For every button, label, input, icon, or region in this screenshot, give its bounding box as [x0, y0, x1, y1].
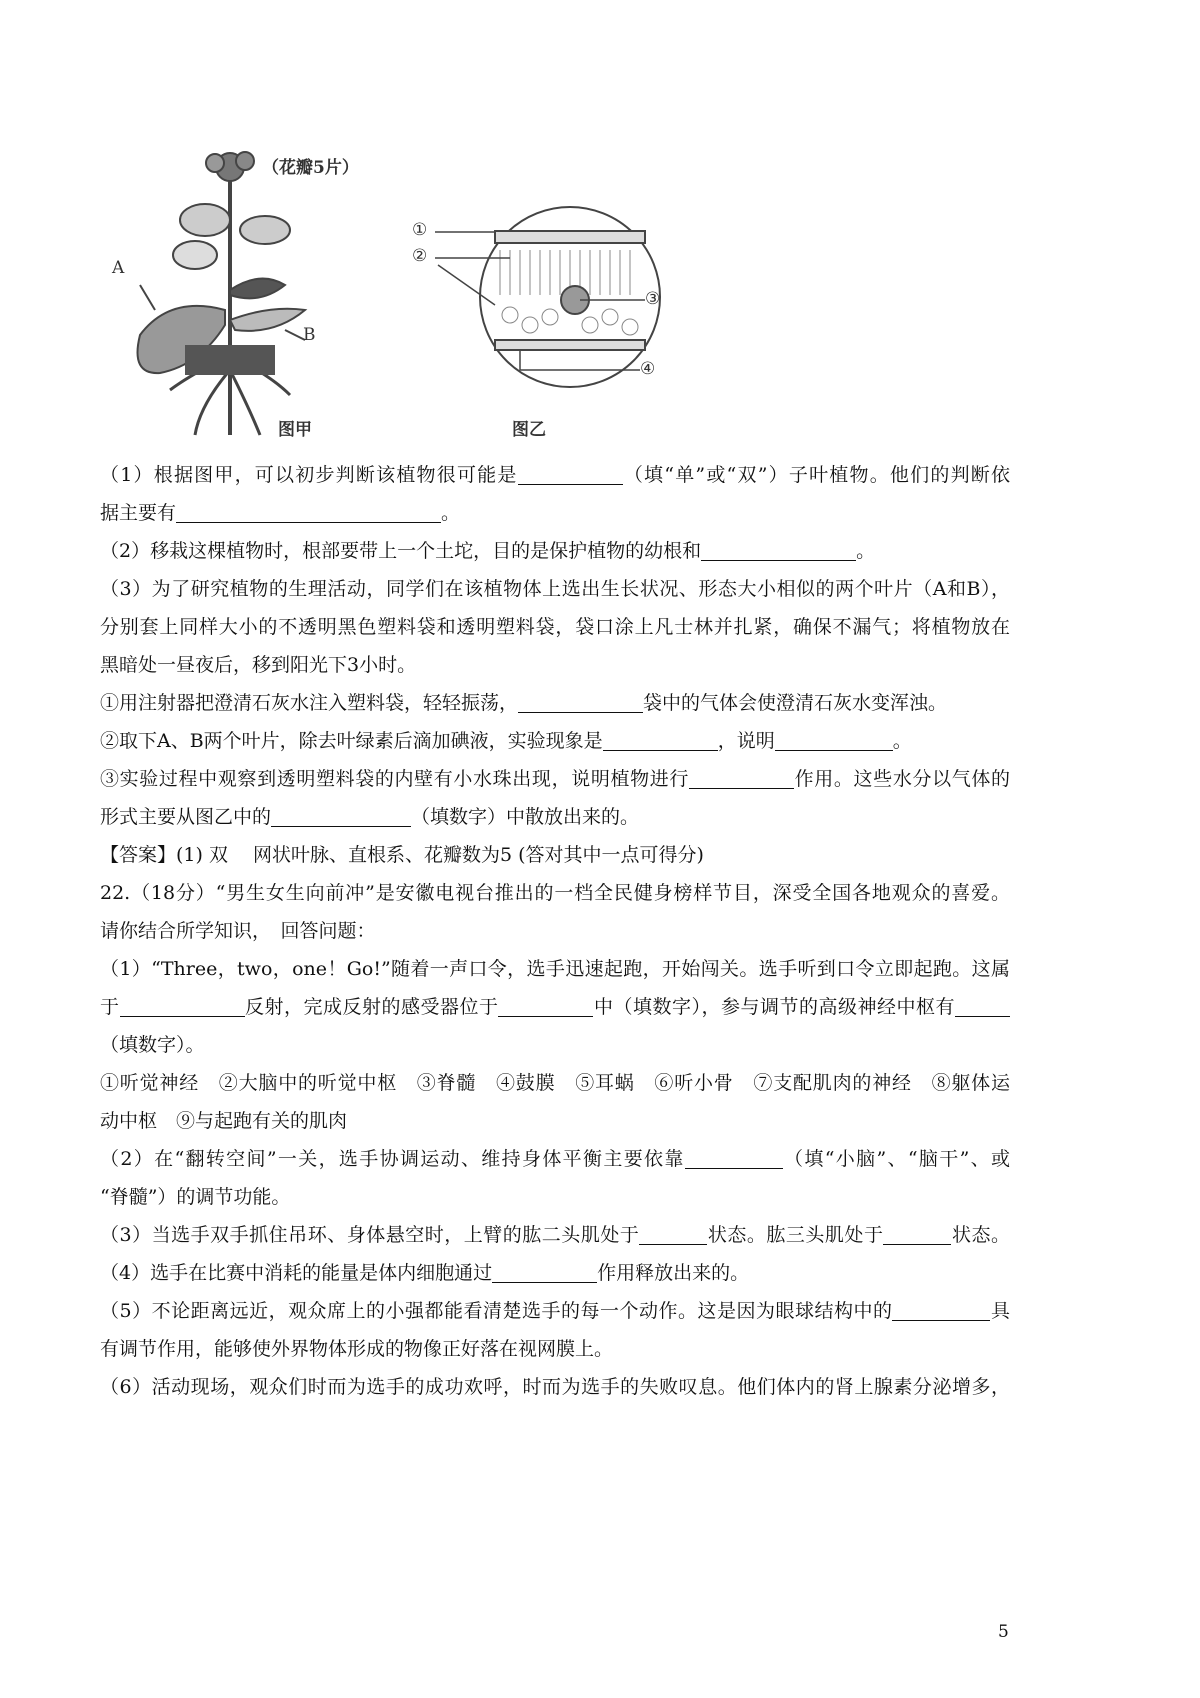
- text-line: [100, 684, 1010, 722]
- text-segment: 。: [441, 502, 461, 524]
- text-segment: 状态。肱三头肌处于: [707, 1224, 884, 1246]
- answer-blank: [518, 460, 623, 485]
- text-line: [100, 836, 1010, 874]
- text-segment: （1）“Three，two，one！Go!”随着一声口令，选手迅速起跑，开始闯关。选手听到口令立即起跑。这属: [100, 958, 1010, 980]
- text-segment: （2）移栽这棵植物时，根部要带上一个土坨，目的是保护植物的幼根和: [100, 540, 702, 562]
- text-line: [100, 988, 1010, 1026]
- answer-blank: [492, 1258, 597, 1283]
- text-segment: （5）不论距离远近，观众席上的小强都能看清楚选手的每一个动作。这是因为眼球结构中的: [100, 1300, 893, 1322]
- text-line: [100, 494, 1010, 532]
- text-segment: 22.（18分）“男生女生向前冲”是安徽电视台推出的一档全民健身榜样节目，深受全国各地观众的喜爱。: [100, 882, 1010, 904]
- text-segment: 分别套上同样大小的不透明黑色塑料袋和透明塑料袋，袋口涂上凡士林并扎紧，确保不漏气；将植物放在: [100, 616, 1010, 638]
- text-segment: 黑暗处一昼夜后，移到阳光下3小时。: [100, 654, 417, 676]
- text-line: [100, 646, 1010, 684]
- marker-2: ②: [412, 246, 428, 266]
- text-line: [100, 456, 1010, 494]
- text-segment: ②取下A、B两个叶片，除去叶绿素后滴加碘液，实验现象是: [100, 730, 603, 752]
- text-line: [100, 912, 1010, 950]
- marker-1: ①: [412, 220, 428, 240]
- text-segment: （4）选手在比赛中消耗的能量是体内细胞通过: [100, 1262, 493, 1284]
- text-segment: “脊髓”）的调节功能。: [100, 1186, 291, 1208]
- plant-figures: [100, 135, 680, 450]
- text-segment: 中（填数字），参与调节的高级神经中枢有: [593, 996, 955, 1018]
- text-segment: （3）当选手双手抓住吊环、身体悬空时，上臂的肱二头肌处于: [100, 1224, 640, 1246]
- text-line: [100, 1292, 1010, 1330]
- caption-tu-jia: 图甲: [278, 420, 312, 440]
- text-segment: （3）为了研究植物的生理活动，同学们在该植物体上选出生长状况、形态大小相似的两个叶片（A和B），: [100, 578, 1010, 600]
- answer-blank: [498, 992, 593, 1017]
- answer-blank: [883, 1220, 951, 1245]
- label-leaf-b: B: [303, 325, 316, 345]
- text-segment: 具: [990, 1300, 1010, 1322]
- text-line: [100, 1368, 1010, 1406]
- text-segment: 动中枢 ⑨与起跑有关的肌肉: [100, 1110, 348, 1132]
- answer-blank: [120, 992, 245, 1017]
- text-segment: ①用注射器把澄清石灰水注入塑料袋，轻轻振荡，: [100, 692, 519, 714]
- text-line: [100, 1140, 1010, 1178]
- text-segment: （填“小脑”、“脑干”、或: [782, 1148, 1010, 1170]
- text-line: [100, 532, 1010, 570]
- text-segment: 据主要有: [100, 502, 177, 524]
- answer-blank: [518, 688, 643, 713]
- answer-blank: [775, 726, 893, 751]
- text-segment: 有调节作用，能够使外界物体形成的物像正好落在视网膜上。: [100, 1338, 614, 1360]
- text-segment: 作用。这些水分以气体的: [794, 768, 1010, 790]
- answer-blank: [892, 1296, 990, 1321]
- text-segment: 形式主要从图乙中的: [100, 806, 272, 828]
- text-segment: 状态。: [951, 1224, 1010, 1246]
- answer-blank: [689, 764, 794, 789]
- petal-note: （花瓣5片）: [262, 158, 359, 178]
- answer-blank: [955, 992, 1010, 1017]
- text-segment: （填数字）。: [100, 1034, 205, 1056]
- text-line: [100, 874, 1010, 912]
- answer-blank: [685, 1144, 783, 1169]
- text-segment: （6）活动现场，观众们时而为选手的成功欢呼，时而为选手的失败叹息。他们体内的肾上腺素分泌增多，: [100, 1376, 1010, 1398]
- plant-and-leaf-section-illustration: [100, 135, 680, 450]
- answer-blank: [701, 536, 856, 561]
- text-segment: ，说明: [717, 730, 775, 752]
- text-segment: 【答案】(1) 双 网状叶脉、直根系、花瓣数为5 (答对其中一点可得分): [100, 844, 704, 866]
- answer-blank: [176, 498, 441, 523]
- marker-4: ④: [640, 359, 656, 379]
- page-number: 5: [998, 1622, 1009, 1642]
- text-segment: ①听觉神经 ②大脑中的听觉中枢 ③脊髓 ④鼓膜 ⑤耳蜗 ⑥听小骨 ⑦支配肌肉的神经 ⑧躯体运: [100, 1072, 1010, 1094]
- label-leaf-a: A: [112, 258, 125, 278]
- text-line: [100, 760, 1010, 798]
- leaf-section-illustration-yi: [435, 207, 660, 387]
- text-line: [100, 1330, 1010, 1368]
- question-text: [100, 456, 1010, 1406]
- text-segment: （1）根据图甲，可以初步判断该植物很可能是: [100, 464, 518, 486]
- text-segment: 于: [100, 996, 120, 1018]
- text-line: [100, 1026, 1010, 1064]
- text-line: [100, 950, 1010, 988]
- text-segment: ③实验过程中观察到透明塑料袋的内壁有小水珠出现，说明植物进行: [100, 768, 690, 790]
- text-line: [100, 722, 1010, 760]
- text-line: [100, 798, 1010, 836]
- text-segment: （2）在“翻转空间”一关，选手协调运动、维持身体平衡主要依靠: [100, 1148, 685, 1170]
- answer-blank: [603, 726, 718, 751]
- caption-tu-yi: 图乙: [512, 420, 546, 440]
- text-segment: 请你结合所学知识， 回答问题：: [100, 920, 376, 942]
- text-segment: 。: [892, 730, 912, 752]
- text-segment: 作用释放出来的。: [597, 1262, 750, 1284]
- text-segment: 袋中的气体会使澄清石灰水变浑浊。: [643, 692, 948, 714]
- answer-blank: [639, 1220, 707, 1245]
- text-segment: （填数字）中散放出来的。: [411, 806, 640, 828]
- answer-blank: [271, 802, 411, 827]
- text-line: [100, 1216, 1010, 1254]
- text-line: [100, 1254, 1010, 1292]
- text-segment: 反射，完成反射的感受器位于: [244, 996, 499, 1018]
- marker-3: ③: [645, 289, 661, 309]
- text-segment: 。: [856, 540, 876, 562]
- plant-illustration-jia: [138, 152, 306, 435]
- text-line: [100, 570, 1010, 608]
- text-line: [100, 1102, 1010, 1140]
- text-line: [100, 1178, 1010, 1216]
- text-line: [100, 608, 1010, 646]
- text-line: [100, 1064, 1010, 1102]
- text-segment: （填“单”或“双”）子叶植物。他们的判断依: [622, 464, 1010, 486]
